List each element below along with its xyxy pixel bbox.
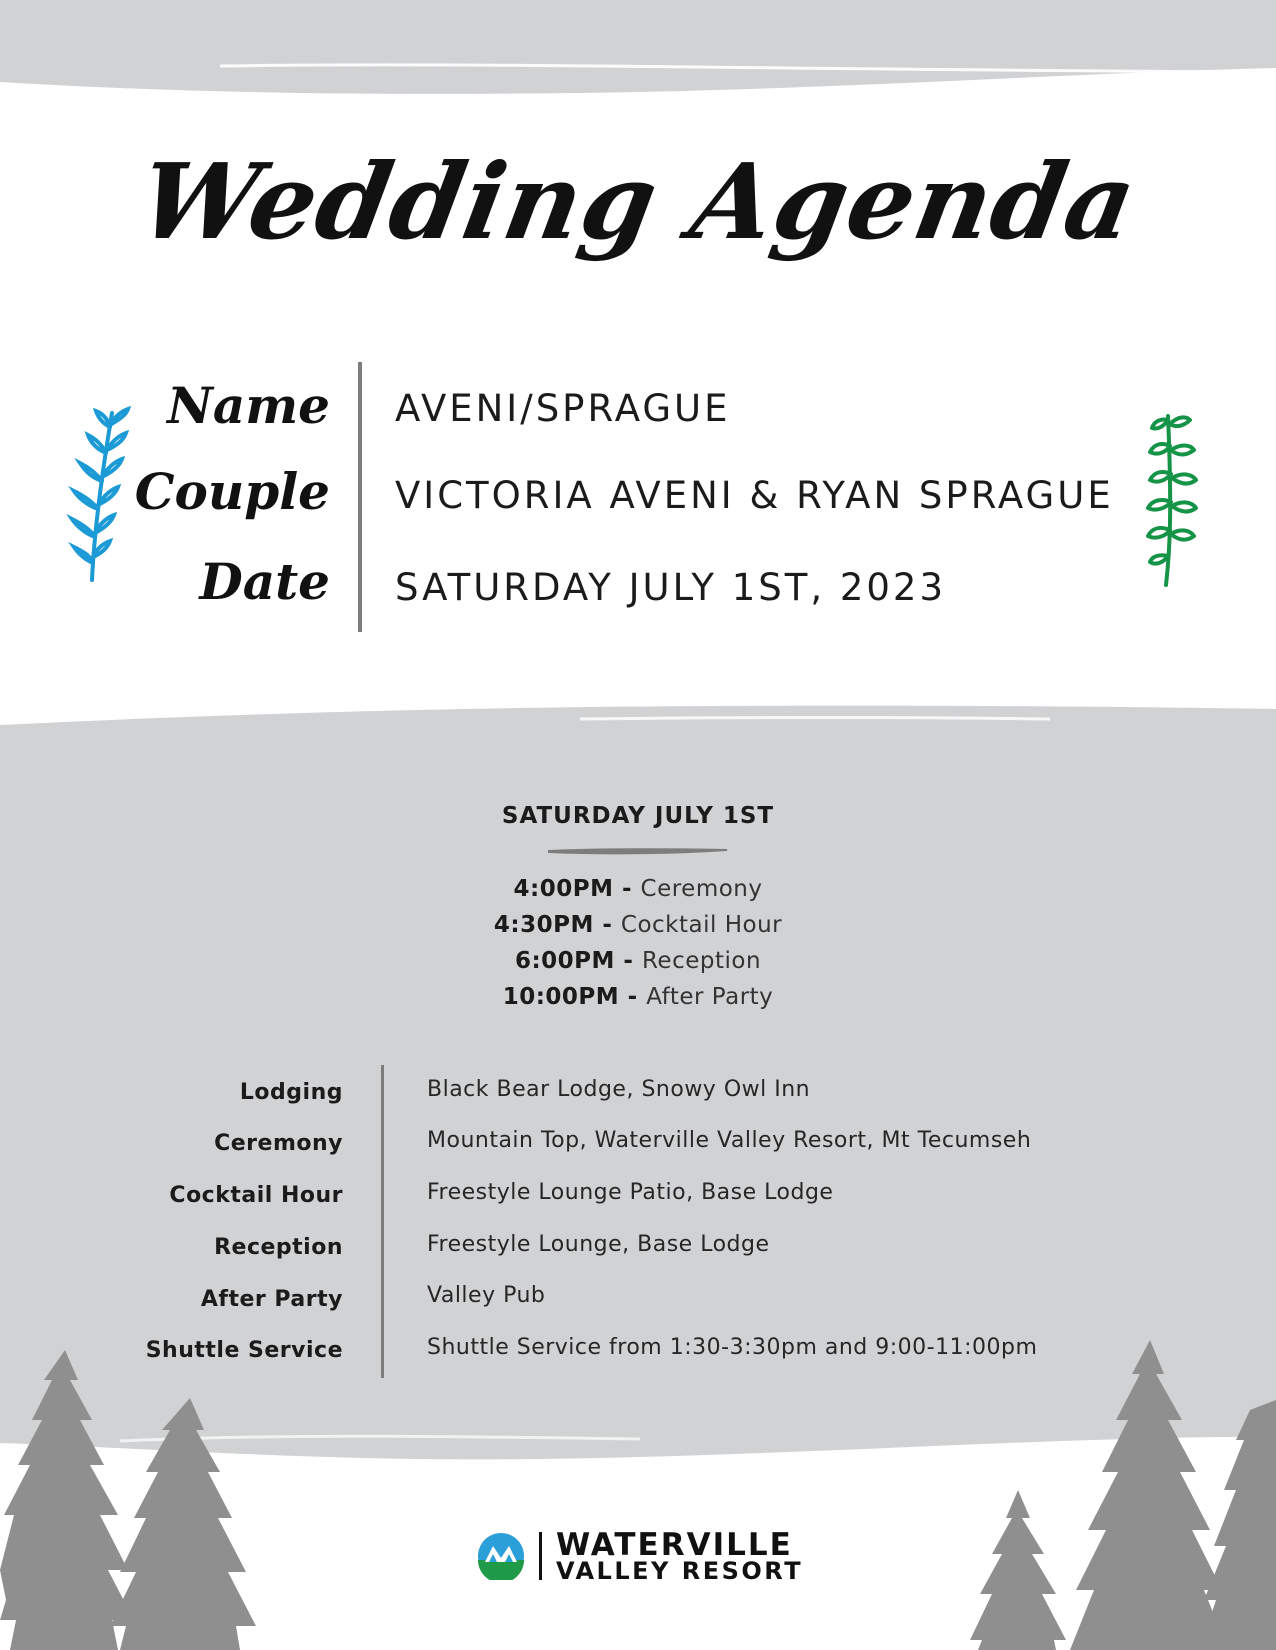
schedule-item (0, 876, 1276, 902)
pine-tree-icon (0, 1350, 260, 1650)
info-label-date: Date (199, 552, 330, 611)
details-divider (381, 1065, 384, 1378)
info-label-name: Name (167, 376, 330, 435)
schedule-separator: - (619, 984, 647, 1010)
detail-label-lodging: Lodging (239, 1080, 343, 1105)
logo-text-line1: WATERVILLE (556, 1527, 793, 1563)
blue-leaf-sprig-icon (64, 405, 134, 585)
schedule-event: Cocktail Hour (620, 912, 783, 938)
detail-label-cocktail-hour: Cocktail Hour (169, 1183, 343, 1208)
schedule-time: 10:00PM (502, 984, 620, 1010)
detail-label-reception: Reception (214, 1235, 343, 1260)
schedule-item (0, 948, 1276, 974)
detail-value-ceremony: Mountain Top, Waterville Valley Resort, Mt Tecumseh (427, 1128, 1032, 1153)
schedule-time: 4:00PM (513, 876, 614, 902)
green-leaf-sprig-icon (1140, 410, 1210, 590)
info-label-couple: Couple (134, 462, 330, 521)
detail-value-after-party: Valley Pub (427, 1283, 546, 1308)
detail-value-reception: Freestyle Lounge, Base Lodge (427, 1232, 770, 1257)
schedule-event: Reception (641, 948, 762, 974)
waterville-logo-icon (477, 1532, 525, 1580)
schedule-separator: - (613, 876, 641, 902)
detail-value-lodging: Black Bear Lodge, Snowy Owl Inn (427, 1077, 811, 1102)
info-value-date: SATURDAY JULY 1ST, 2023 (395, 566, 947, 609)
schedule-time: 4:30PM (493, 912, 594, 938)
detail-value-cocktail-hour: Freestyle Lounge Patio, Base Lodge (427, 1180, 834, 1205)
schedule-event: After Party (646, 984, 774, 1010)
info-value-name: AVENI/SPRAGUE (395, 387, 731, 430)
page-title: Wedding Agenda (130, 140, 1146, 263)
info-value-couple: VICTORIA AVENI & RYAN SPRAGUE (395, 474, 1114, 517)
schedule-event: Ceremony (640, 876, 763, 902)
detail-label-after-party: After Party (200, 1287, 343, 1312)
schedule-separator: - (614, 948, 642, 974)
schedule-day-heading: SATURDAY JULY 1ST (501, 803, 775, 829)
detail-label-ceremony: Ceremony (214, 1131, 343, 1156)
heading-underline (547, 846, 729, 856)
schedule-item (0, 912, 1276, 938)
pine-tree-icon (960, 1340, 1276, 1650)
info-divider (358, 362, 362, 632)
schedule-separator: - (593, 912, 621, 938)
top-brush-band (0, 0, 1276, 100)
logo-text-line2: VALLEY RESORT (556, 1557, 804, 1585)
detail-value-shuttle-service: Shuttle Service from 1:30-3:30pm and 9:00-11:00pm (427, 1335, 1038, 1360)
schedule-time: 6:00PM (514, 948, 615, 974)
schedule-item (0, 984, 1276, 1010)
detail-label-shuttle-service: Shuttle Service (145, 1338, 343, 1363)
logo-divider (539, 1532, 542, 1580)
